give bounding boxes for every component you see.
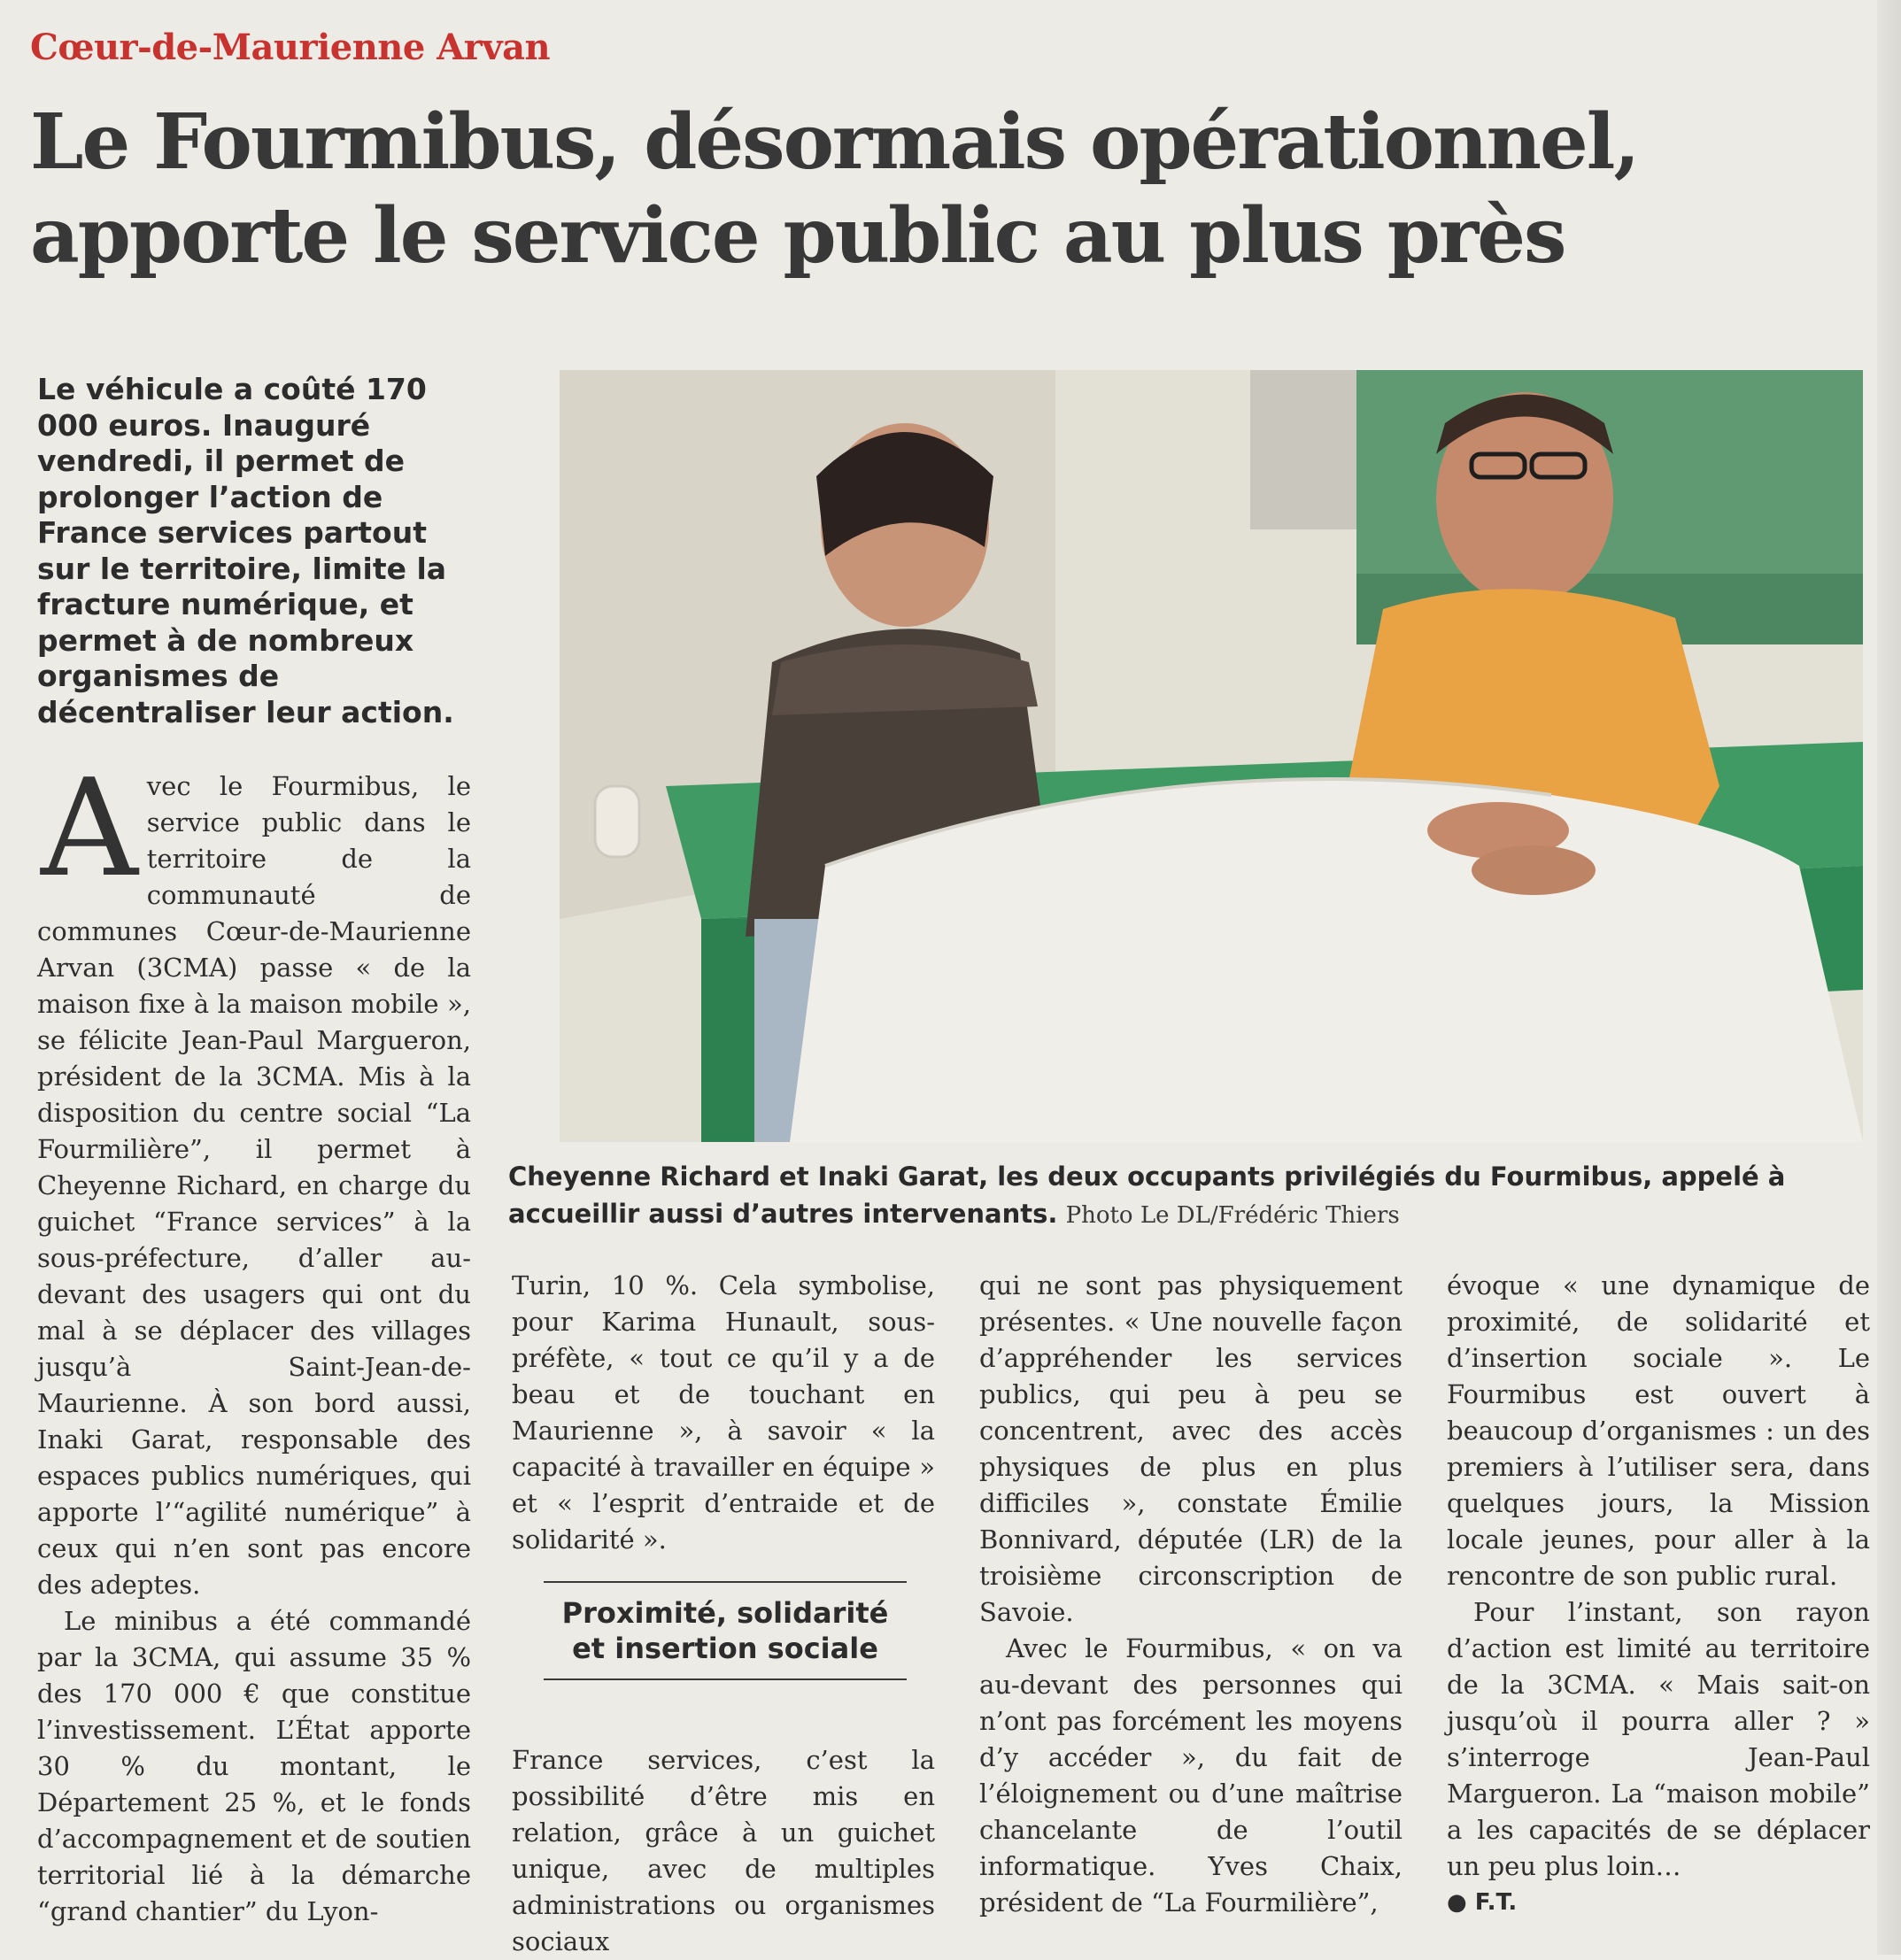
adjacent-article-edge: [1877, 0, 1901, 1955]
paragraph-4: France services, c’est la possibilité d’être mis en relation, grâce à un guichet unique, avec de multiples administrations ou organismes sociaux: [512, 1745, 935, 1956]
article-photo: [560, 370, 1863, 1142]
photo-caption: [508, 1158, 1863, 1234]
photo-illustration: [560, 370, 1863, 1142]
paragraph-2: Le minibus a été commandé par la 3CMA, qui assume 35 % des 170 000 € que constitue l’investissement. L’État apporte 30 % du montant, le Département 25 %, et le fonds d’accompagnement et de soutien territorial lié à la démarche “grand chantier” du Lyon-: [37, 1606, 471, 1926]
paragraph-7: évoque « une dynamique de proximité, de solidarité et d’insertion sociale ». Le Fourmibus est ouvert à beaucoup d’organismes : un des premiers à l’utiliser sera, dans quelques jours, la Mission locale jeunes, pour aller à la rencontre de son public rural.: [1447, 1270, 1870, 1591]
paragraph-6: Avec le Fourmibus, « on va au-devant des personnes qui n’ont pas forcément les moyens d’y accéder », du fait de l’éloignement ou d’une maîtrise chancelante de l’outil informatique. Yves Chaix, président de “La Fourmilière”,: [979, 1633, 1403, 1918]
paragraph-1-text: vec le Fourmibus, le service public dans le territoire de la communauté de communes Cœur-de-Maurienne Arvan (3CMA) passe « de la maison fixe à la maison mobile », se félicite Jean-Paul Margueron, président de la 3CMA. Mis à la disposition du centre social “La Fourmilière”, il permet à Cheyenne Richard, en charge du guichet “France services” à la sous-préfecture, d’aller au-devant des usagers qui ont du mal à se déplacer des villages jusqu’à Saint-Jean-de-Maurienne. À son bord aussi, Inaki Garat, responsable des espaces publics numériques, qui apporte l’“agilité numérique” à ceux qui n’en sont pas encore des adeptes.: [37, 771, 471, 1600]
column-2-bottom: [512, 1742, 935, 1960]
column-2-top: [512, 1268, 935, 1558]
lede: Le véhicule a coûté 170 000 euros. Inauguré vendredi, il permet de prolonger l’action de France services partout sur le territoire, limite la fracture numérique, et permet à de nombreux organismes de décentraliser leur action.: [37, 372, 454, 729]
paragraph-3: Turin, 10 %. Cela symbolise, pour Karima Hunault, sous-préfète, « tout ce qu’il y a de beau et de touchant en Maurienne », à savoir « la capacité à travailler en équipe » et « l’esprit d’entraide et de solidarité ».: [512, 1270, 935, 1555]
headline-line-1: Le Fourmibus, désormais opérationnel,: [30, 97, 1639, 187]
headline: [30, 96, 1872, 283]
author-signature: ● F.T.: [1447, 1889, 1518, 1916]
photo-credit: Photo Le DL/Frédéric Thiers: [1065, 1202, 1400, 1229]
paragraph-5: qui ne sont pas physiquement présentes. « Une nouvelle façon d’appréhender les services publics, qui peu à peu se concentrent, avec des accès physiques de plus en plus difficiles », constate Émilie Bonnivard, députée (LR) de la troisième circonscription de Savoie.: [979, 1270, 1403, 1627]
column-1: [37, 750, 471, 1930]
paragraph-8: Pour l’instant, son rayon d’action est limité au territoire de la 3CMA. « Mais sait-on jusqu’où il pourra aller ? » s’interroge Jean-Paul Margueron. La “maison mobile” a les capacités de se déplacer un peu plus loin…: [1447, 1597, 1870, 1881]
subheading: Proximité, solidarité et insertion sociale: [544, 1581, 907, 1680]
headline-line-2: apporte le service public au plus près: [30, 191, 1565, 281]
drop-cap: A: [41, 750, 138, 907]
column-3: [979, 1268, 1403, 1921]
column-4: [1447, 1268, 1870, 1921]
rubric: Cœur-de-Maurienne Arvan: [30, 27, 551, 68]
caption-text: Cheyenne Richard et Inaki Garat, les deux occupants privilégiés du Fourmibus, appelé à accueillir aussi d’autres intervenants.: [508, 1161, 1786, 1229]
paragraph-1: [37, 750, 471, 1603]
